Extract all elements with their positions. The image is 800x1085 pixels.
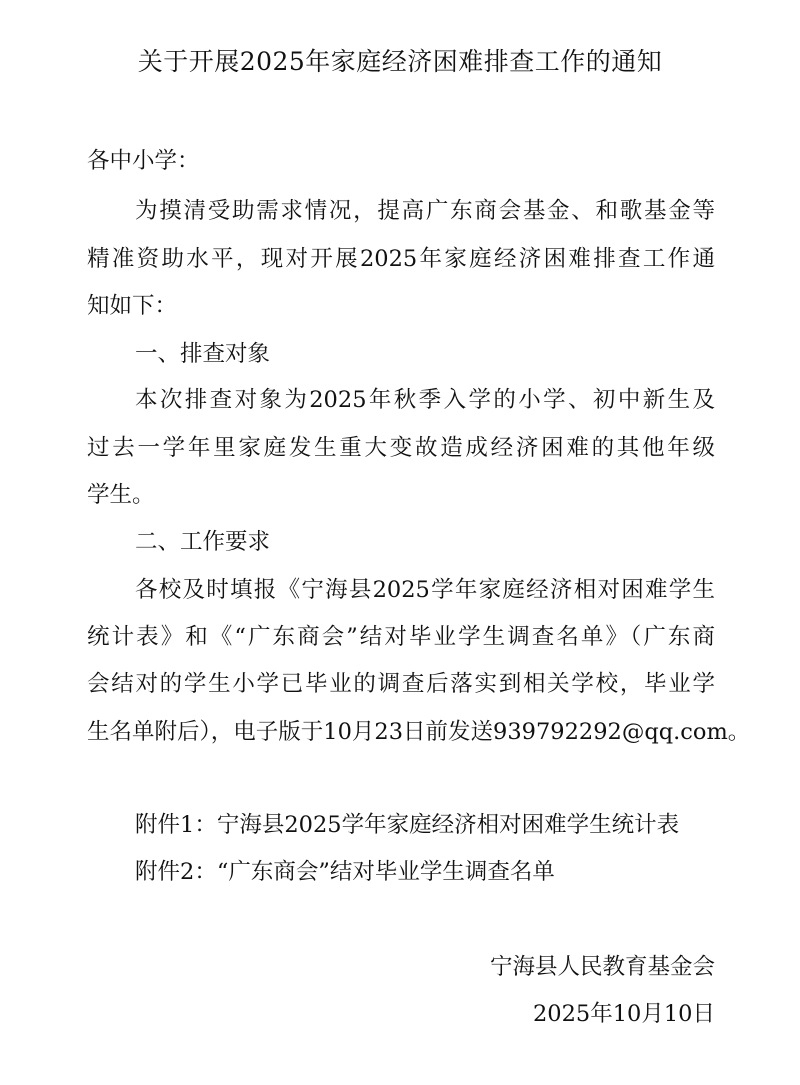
intro-line-2: 精准资助水平，现对开展2025年家庭经济困难排查工作通 xyxy=(87,246,715,272)
section2-line-4: 生名单附后），电子版于10月23日前发送939792292@qq.com。 xyxy=(87,719,751,745)
section1-heading: 一、排查对象 xyxy=(135,341,271,367)
section1-line-1: 本次排查对象为2025年秋季入学的小学、初中新生及 xyxy=(135,387,715,413)
section2-heading: 二、工作要求 xyxy=(135,529,271,555)
document-title: 关于开展2025年家庭经济困难排查工作的通知 xyxy=(137,47,663,76)
salutation: 各中小学： xyxy=(87,148,200,174)
section2-line-2: 统计表》和《“广东商会”结对毕业学生调查名单》（广东商 xyxy=(87,624,715,650)
intro-line-1: 为摸清受助需求情况，提高广东商会基金、和歌基金等 xyxy=(135,198,715,224)
section1-line-3: 学生。 xyxy=(87,482,155,508)
attachment-2: 附件2：“广东商会”结对毕业学生调查名单 xyxy=(135,859,555,885)
issue-date: 2025年10月10日 xyxy=(532,1001,715,1027)
issuer: 宁海县人民教育基金会 xyxy=(489,954,715,980)
attachment-1: 附件1：宁海县2025学年家庭经济相对困难学生统计表 xyxy=(135,812,680,838)
section2-line-1: 各校及时填报《宁海县2025学年家庭经济相对困难学生 xyxy=(135,577,715,603)
intro-line-3: 知如下： xyxy=(87,293,178,319)
section1-line-2: 过去一学年里家庭发生重大变故造成经济困难的其他年级 xyxy=(87,435,715,461)
section2-line-3: 会结对的学生小学已毕业的调查后落实到相关学校，毕业学 xyxy=(87,671,715,697)
